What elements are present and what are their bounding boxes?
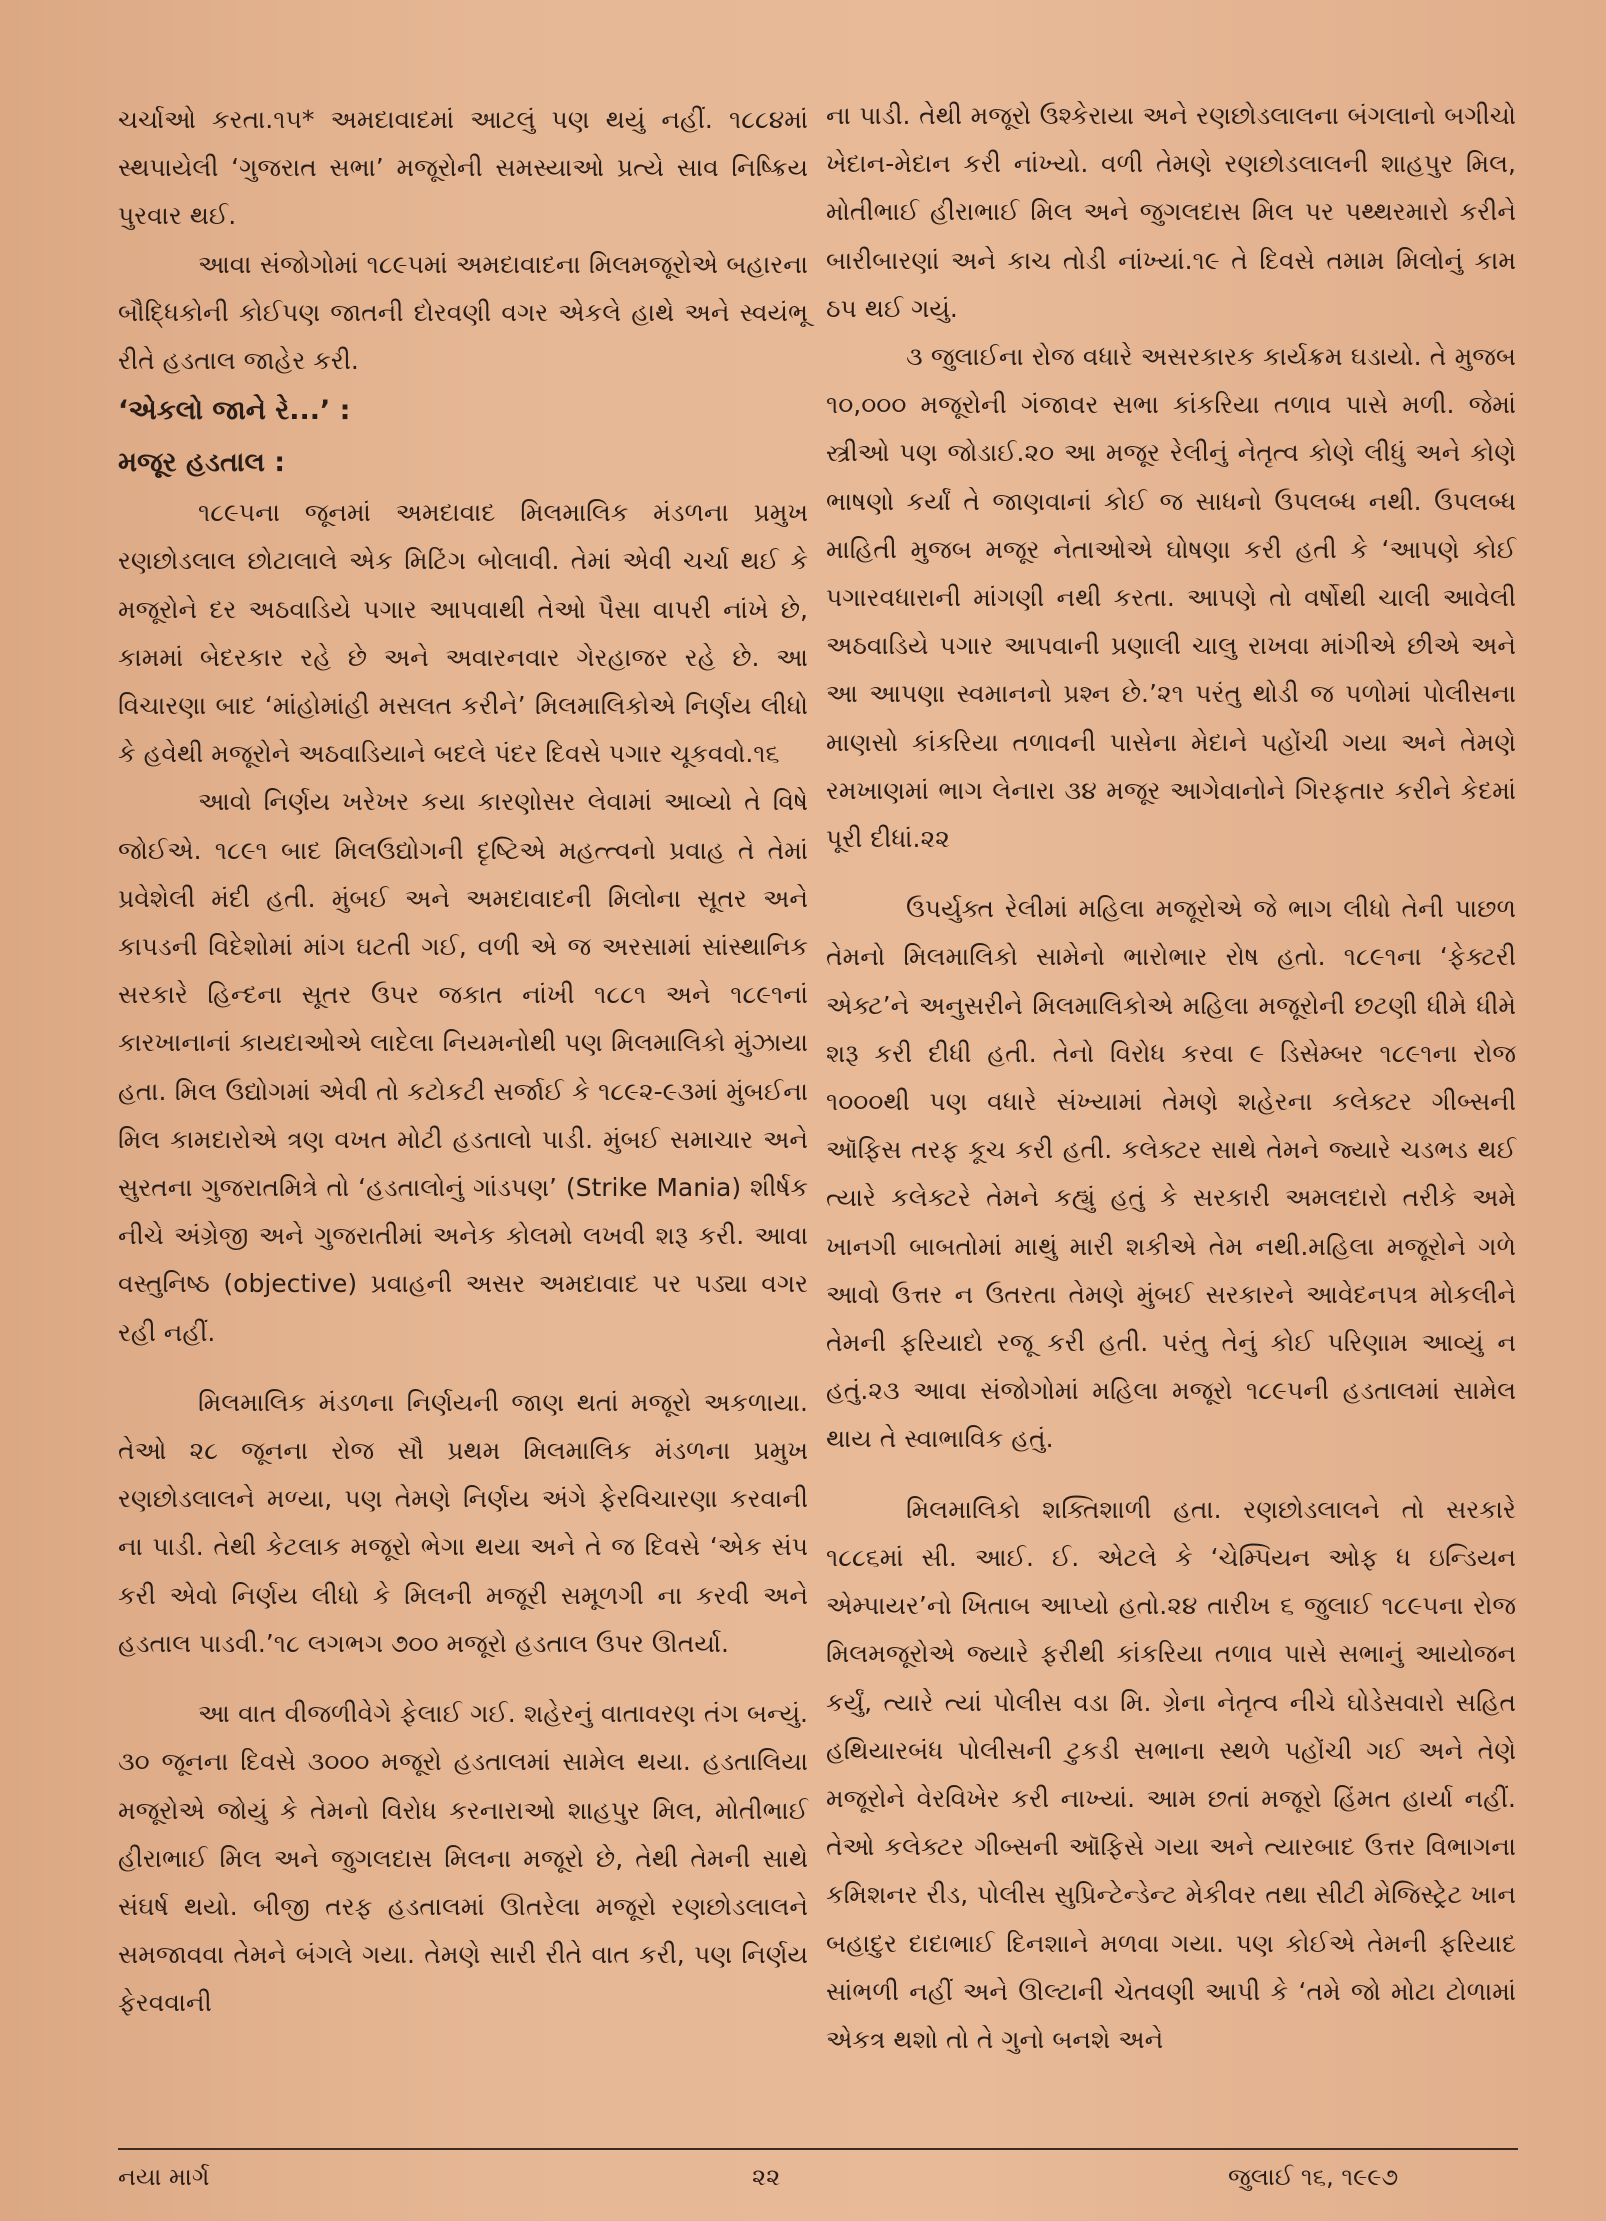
paragraph: આવા સંજોગોમાં ૧૮૯૫માં અમદાવાદના મિલમજૂરોએ બહારના બૌદ્ધિકોની કોઈપણ જાતની દોરવણી વગર એકલે હાથે અને સ્વયંભૂ રીતે હડતાલ જાહેર કરી.	[118, 249, 808, 376]
right-column	[826, 92, 1516, 2064]
paragraph: ચર્ચાઓ કરતા.૧૫* અમદાવાદમાં આટલું પણ થયું નહીં. ૧૮૮૪માં સ્થપાયેલી ‘ગુજરાત સભા’ મજૂરોની સમસ્યાઓ પ્રત્યે સાવ નિષ્ક્રિય પુરવાર થઈ.	[118, 105, 808, 231]
paragraph: મિલમાલિકો શક્તિશાળી હતા. રણછોડલાલને તો સરકારે ૧૮૮૬માં સી. આઈ. ઈ. એટલે કે ‘ચેમ્પિયન ઓફ ધ ઇન્ડિયન એમ્પાયર’નો ખિતાબ આપ્યો હતો.૨૪ તારીખ ૬ જુલાઈ ૧૮૯૫ના રોજ મિલમજૂરોએ જ્યારે ફરીથી કાંકરિયા તળાવ પાસે સભાનું આયોજન કર્યું, ત્યારે ત્યાં પોલીસ વડા મિ. ગ્રેના નેતૃત્વ નીચે ઘોડેસવારો સહિત હથિયારબંધ પોલીસની ટુકડી સભાના સ્થળે પહોંચી ગઈ અને તેણે મજૂરોને વેરવિખેર કરી નાખ્યાં. આમ છતાં મજૂરો હિંમત હાર્યા નહીં. તેઓ કલેક્ટર ગીબ્સની ઑફિસે ગયા અને ત્યારબાદ ઉત્તર વિભાગના કમિશનર રીડ, પોલીસ સુપ્રિન્ટેન્ડેન્ટ મેકીવર તથા સીટી મેજિસ્ટ્રેટ ખાન બહાદુર દાદાભાઈ દિનશાને મળવા ગયા. પણ કોઈએ તેમની ફરિયાદ સાંભળી નહીં અને ઊલ્ટાની ચેતવણી આપી કે ‘તમે જો મોટા ટોળામાં એકત્ર થશો તો તે ગુનો બનશે અને	[826, 1494, 1516, 2054]
page-number: ૨૨	[752, 2163, 781, 2191]
left-column	[118, 96, 808, 2028]
section-heading: ‘એકલો જાને રે...’ :	[118, 395, 351, 427]
section-subheading: મજૂર હડતાલ :	[118, 447, 286, 479]
paragraph: ૧૮૯૫ના જૂનમાં અમદાવાદ મિલમાલિક મંડળના પ્રમુખ રણછોડલાલ છોટાલાલે એક મિટિંગ બોલાવી. તેમાં એવી ચર્ચા થઈ કે મજૂરોને દર અઠવાડિયે પગાર આપવાથી તેઓ પૈસા વાપરી નાંખે છે, કામમાં બેદરકાર રહે છે અને અવારનવાર ગેરહાજર રહે છે. આ વિચારણા બાદ ‘માંહોમાંહી મસલત કરીને’ મિલમાલિકોએ નિર્ણય લીધો કે હવેથી મજૂરોને અઠવાડિયાને બદલે પંદર દિવસે પગાર ચૂકવવો.૧૬	[118, 498, 808, 769]
paragraph: ઉપર્યુક્ત રેલીમાં મહિલા મજૂરોએ જે ભાગ લીધો તેની પાછળ તેમનો મિલમાલિકો સામેનો ભારોભાર રોષ હતો. ૧૮૯૧ના ‘ફેક્ટરી એક્ટ’ને અનુસરીને મિલમાલિકોએ મહિલા મજૂરોની છટણી ધીમે ધીમે શરૂ કરી દીધી હતી. તેનો વિરોધ કરવા ૯ ડિસેમ્બર ૧૮૯૧ના રોજ ૧૦૦૦થી પણ વધારે સંખ્યામાં તેમણે શહેરના કલેક્ટર ગીબ્સની ઑફિસ તરફ કૂચ કરી હતી. કલેક્ટર સાથે તેમને જ્યારે ચડભડ થઈ ત્યારે કલેક્ટરે તેમને કહ્યું હતું કે સરકારી અમલદારો તરીકે અમે ખાનગી બાબતોમાં માથું મારી શકીએ તેમ નથી.મહિલા મજૂરોને ગળે આવો ઉત્તર ન ઉતરતા તેમણે મુંબઈ સરકારને આવેદનપત્ર મોકલીને તેમની ફરિયાદો રજૂ કરી હતી. પરંતુ તેનું કોઈ પરિણામ આવ્યું ન હતું.૨૩ આવા સંજોગોમાં મહિલા મજૂરો ૧૮૯૫ની હડતાલમાં સામેલ થાય તે સ્વાભાવિક હતું.	[826, 894, 1516, 1454]
paragraph: ના પાડી. તેથી મજૂરો ઉશ્કેરાયા અને રણછોડલાલના બંગલાનો બગીચો ખેદાન-મેદાન કરી નાંખ્યો. વળી તેમણે રણછોડલાલની શાહપુર મિલ, મોતીભાઈ હીરાભાઈ મિલ અને જુગલદાસ મિલ પર પથ્થરમારો કરીને બારીબારણાં અને કાચ તોડી નાંખ્યાં.૧૯ તે દિવસે તમામ મિલોનું કામ ઠપ થઈ ગયું.	[826, 101, 1516, 323]
footer-publication-name: નયા માર્ગ	[118, 2163, 210, 2191]
paragraph: ૩ જુલાઈના રોજ વધારે અસરકારક કાર્યક્રમ ઘડાયો. તે મુજબ ૧૦,૦૦૦ મજૂરોની ગંજાવર સભા કાંકરિયા તળાવ પાસે મળી. જેમાં સ્ત્રીઓ પણ જોડાઈ.૨૦ આ મજૂર રેલીનું નેતૃત્વ કોણે લીધું અને કોણે ભાષણો કર્યાં તે જાણવાનાં કોઈ જ સાધનો ઉપલબ્ધ નથી. ઉપલબ્ધ માહિતી મુજબ મજૂર નેતાઓએ ઘોષણા કરી હતી કે ‘આપણે કોઈ પગારવધારાની માંગણી નથી કરતા. આપણે તો વર્ષોથી ચાલી આવેલી અઠવાડિયે પગાર આપવાની પ્રણાલી ચાલુ રાખવા માંગીએ છીએ અને આ આપણા સ્વમાનનો પ્રશ્ન છે.’૨૧ પરંતુ થોડી જ પળોમાં પોલીસના માણસો કાંકરિયા તળાવની પાસેના મેદાને પહોંચી ગયા અને તેમણે રમખાણમાં ભાગ લેનારા ૩૪ મજૂર આગેવાનોને ગિરફતાર કરીને કેદમાં પૂરી દીધાં.૨૨	[826, 342, 1516, 854]
paragraph: આ વાત વીજળીવેગે ફેલાઈ ગઈ. શહેરનું વાતાવરણ તંગ બન્યું. ૩૦ જૂનના દિવસે ૩૦૦૦ મજૂરો હડતાલમાં સામેલ થયા. હડતાલિયા મજૂરોએ જોયું કે તેમનો વિરોધ કરનારાઓ શાહપુર મિલ, મોતીભાઈ હીરાભાઈ મિલ અને જુગલદાસ મિલના મજૂરો છે, તેથી તેમની સાથે સંઘર્ષ થયો. બીજી તરફ હડતાલમાં ઊતરેલા મજૂરો રણછોડલાલને સમજાવવા તેમને બંગલે ગયા. તેમણે સારી રીતે વાત કરી, પણ નિર્ણય ફેરવવાની	[118, 1699, 808, 2018]
footer-divider	[118, 2148, 1518, 2150]
paragraph: આવો નિર્ણય ખરેખર કયા કારણોસર લેવામાં આવ્યો તે વિષે જોઈએ. ૧૮૯૧ બાદ મિલઉદ્યોગની દૃષ્ટિએ મહત્ત્વનો પ્રવાહ તે તેમાં પ્રવેશેલી મંદી હતી. મુંબઈ અને અમદાવાદની મિલોના સૂતર અને કાપડની વિદેશોમાં માંગ ઘટતી ગઈ, વળી એ જ અરસામાં સાંસ્થાનિક સરકારે હિન્દના સૂતર ઉપર જકાત નાંખી ૧૮૮૧ અને ૧૮૯૧નાં કારખાનાનાં કાયદાઓએ લાદેલા નિયમનોથી પણ મિલમાલિકો મુંઝાયા હતા. મિલ ઉદ્યોગમાં એવી તો કટોકટી સર્જાઈ કે ૧૮૯૨-૯૩માં મુંબઈના મિલ કામદારોએ ત્રણ વખત મોટી હડતાલો પાડી. મુંબઈ સમાચાર અને સુરતના ગુજરાતમિત્રે તો ‘હડતાલોનું ગાંડપણ’ (Strike Mania) શીર્ષક નીચે અંગ્રેજી અને ગુજરાતીમાં અનેક કોલમો લખવી શરૂ કરી. આવા વસ્તુનિષ્ઠ (objective) પ્રવાહની અસર અમદાવાદ પર પડ્યા વગર રહી નહીં.	[118, 787, 808, 1347]
footer-date: જુલાઈ ૧૬, ૧૯૯૭	[1228, 2163, 1399, 2191]
paragraph: મિલમાલિક મંડળના નિર્ણયની જાણ થતાં મજૂરો અકળાયા. તેઓ ૨૮ જૂનના રોજ સૌ પ્રથમ મિલમાલિક મંડળના પ્રમુખ રણછોડલાલને મળ્યા, પણ તેમણે નિર્ણય અંગે ફેરવિચારણા કરવાની ના પાડી. તેથી કેટલાક મજૂરો ભેગા થયા અને તે જ દિવસે ‘એક સંપ કરી એવો નિર્ણય લીધો કે મિલની મજૂરી સમૂળગી ના કરવી અને હડતાલ પાડવી.’૧૮ લગભગ ૭૦૦ મજૂરો હડતાલ ઉપર ઊતર્યા.	[118, 1387, 808, 1658]
